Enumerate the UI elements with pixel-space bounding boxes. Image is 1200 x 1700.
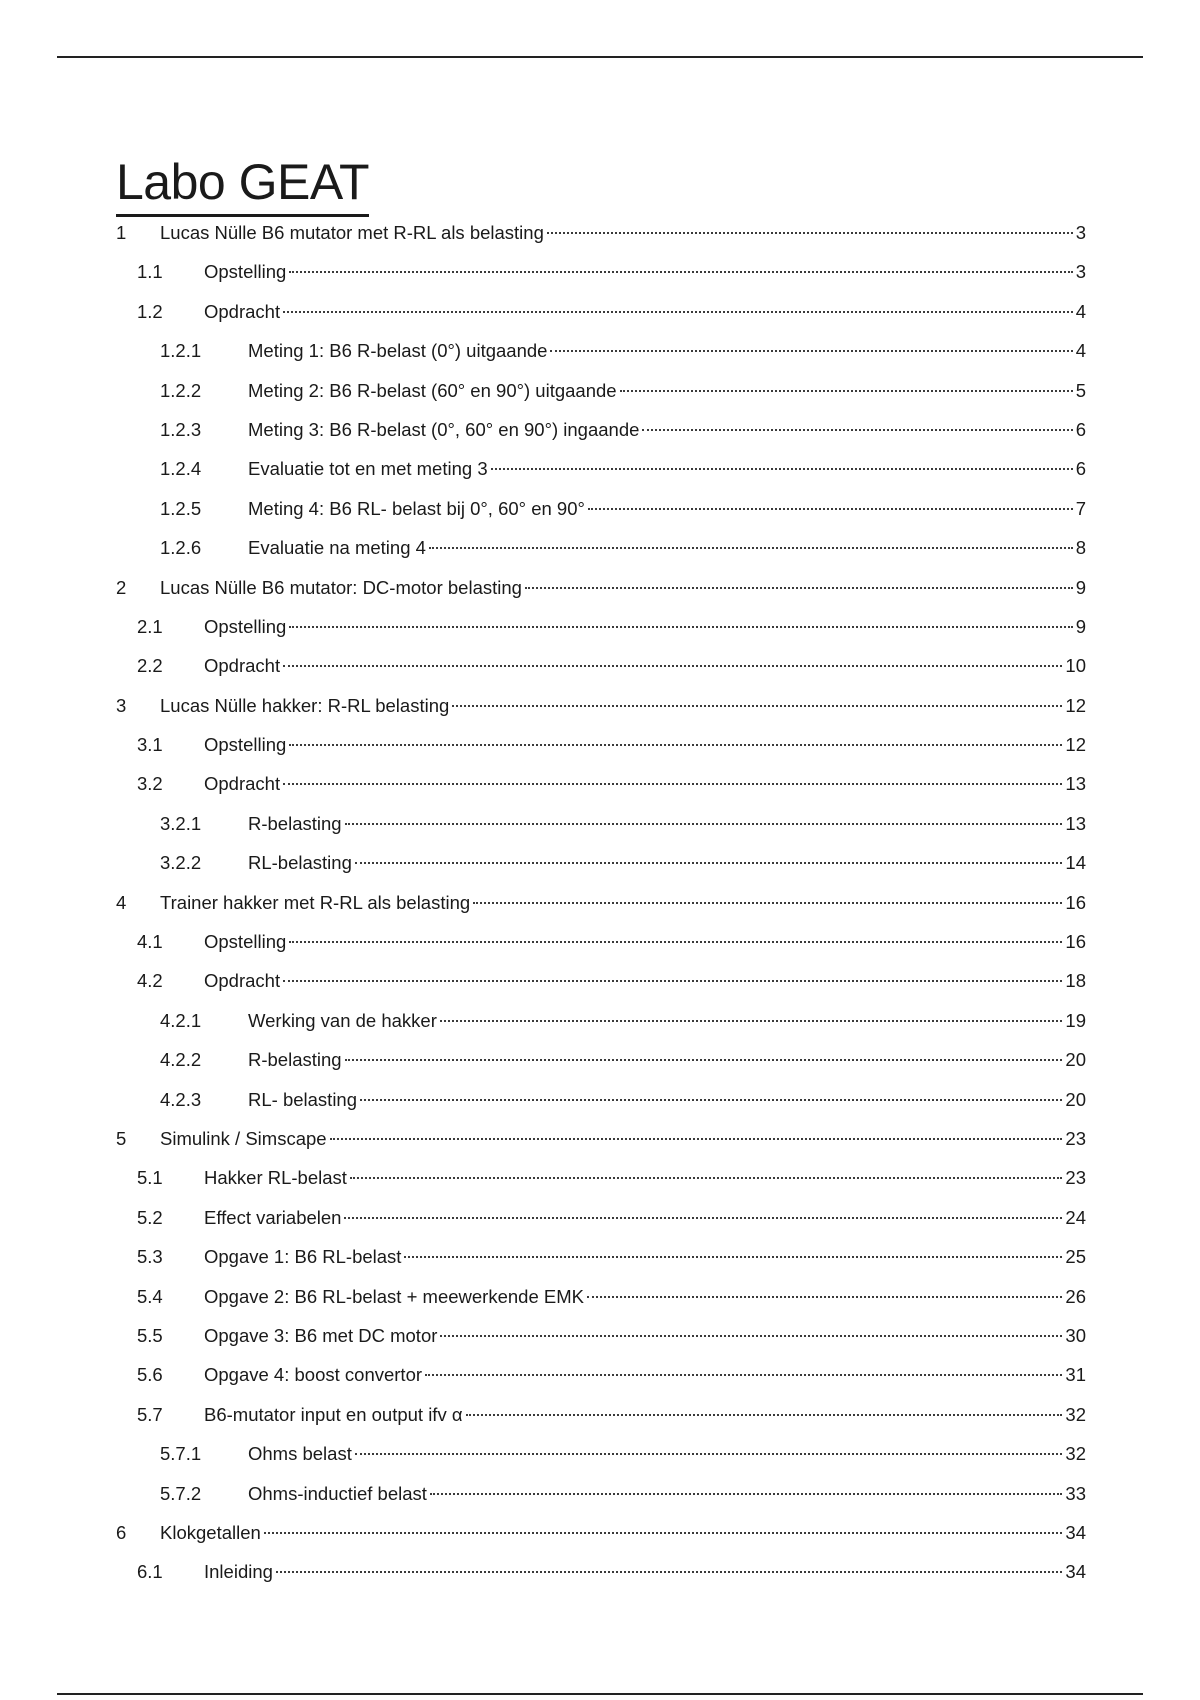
toc-dot-leader xyxy=(289,626,1072,628)
toc-entry-title: Lucas Nülle B6 mutator: DC-motor belasting xyxy=(160,576,522,598)
table-of-contents xyxy=(116,213,1086,1592)
toc-entry-title: Hakker RL-belast xyxy=(204,1167,347,1189)
toc-dot-leader xyxy=(440,1020,1063,1022)
header-rule xyxy=(57,56,1143,58)
toc-entry[interactable] xyxy=(116,1198,1086,1237)
toc-entry-number: 5.5 xyxy=(137,1324,163,1346)
toc-dot-leader xyxy=(344,1217,1062,1219)
toc-entry[interactable] xyxy=(116,1552,1086,1591)
toc-entry-number: 2.2 xyxy=(137,655,163,677)
toc-dot-leader xyxy=(473,902,1062,904)
toc-entry-page: 6 xyxy=(1075,418,1086,440)
toc-entry-title: Simulink / Simscape xyxy=(160,1127,327,1149)
toc-dot-leader xyxy=(283,783,1062,785)
toc-entry[interactable] xyxy=(116,922,1086,961)
toc-entry[interactable] xyxy=(116,449,1086,488)
toc-entry-title: Opstelling xyxy=(204,734,287,756)
toc-entry-number: 1.2.1 xyxy=(160,340,202,362)
toc-entry[interactable] xyxy=(116,371,1086,410)
toc-entry-page: 23 xyxy=(1065,1127,1086,1149)
toc-entry[interactable] xyxy=(116,1395,1086,1434)
toc-entry-title: Opgave 3: B6 met DC motor xyxy=(204,1324,438,1346)
toc-entry-page: 16 xyxy=(1065,891,1086,913)
toc-entry[interactable] xyxy=(116,961,1086,1000)
toc-dot-leader xyxy=(355,862,1063,864)
toc-entry-page: 13 xyxy=(1065,812,1086,834)
toc-entry-title: Werking van de hakker xyxy=(248,1009,437,1031)
toc-entry-number: 3 xyxy=(116,694,127,716)
toc-entry-number: 4.2.3 xyxy=(160,1088,202,1110)
toc-entry-page: 7 xyxy=(1075,497,1086,519)
toc-dot-leader xyxy=(452,705,1062,707)
toc-entry[interactable] xyxy=(116,804,1086,843)
toc-dot-leader xyxy=(264,1532,1063,1534)
document-title: Labo GEAT xyxy=(116,152,369,217)
toc-entry-page: 32 xyxy=(1065,1443,1086,1465)
toc-entry-number: 1.1 xyxy=(137,261,163,283)
toc-entry-title: RL-belasting xyxy=(248,852,352,874)
toc-entry-number: 4.2.2 xyxy=(160,1049,202,1071)
toc-entry[interactable] xyxy=(116,1277,1086,1316)
toc-entry-number: 5.7.1 xyxy=(160,1443,202,1465)
toc-entry[interactable] xyxy=(116,1355,1086,1394)
toc-entry-page: 20 xyxy=(1065,1049,1086,1071)
toc-entry-page: 14 xyxy=(1065,852,1086,874)
toc-entry-page: 12 xyxy=(1065,734,1086,756)
toc-entry-title: B6-mutator input en output ifv α xyxy=(204,1403,463,1425)
toc-entry-page: 19 xyxy=(1065,1009,1086,1031)
toc-entry-number: 5.2 xyxy=(137,1206,163,1228)
toc-dot-leader xyxy=(588,508,1073,510)
toc-entry-number: 5.7.2 xyxy=(160,1482,202,1504)
toc-entry-page: 25 xyxy=(1065,1246,1086,1268)
toc-entry-number: 2.1 xyxy=(137,615,163,637)
toc-entry-page: 24 xyxy=(1065,1206,1086,1228)
toc-entry-page: 8 xyxy=(1075,537,1086,559)
toc-dot-leader xyxy=(355,1453,1063,1455)
toc-entry-page: 20 xyxy=(1065,1088,1086,1110)
toc-entry[interactable] xyxy=(116,331,1086,370)
toc-entry[interactable] xyxy=(116,568,1086,607)
toc-entry-number: 3.1 xyxy=(137,734,163,756)
toc-entry-page: 18 xyxy=(1065,970,1086,992)
toc-entry-title: RL- belasting xyxy=(248,1088,358,1110)
toc-entry-title: Opdracht xyxy=(204,300,281,322)
toc-entry-page: 6 xyxy=(1075,458,1086,480)
toc-entry[interactable] xyxy=(116,1119,1086,1158)
toc-entry-title: Opdracht xyxy=(204,773,281,795)
toc-entry-number: 1.2.4 xyxy=(160,458,202,480)
toc-entry[interactable] xyxy=(116,1474,1086,1513)
toc-entry-title: Meting 2: B6 R-belast (60° en 90°) uitgaande xyxy=(248,379,617,401)
toc-dot-leader xyxy=(345,1059,1063,1061)
toc-entry[interactable] xyxy=(116,764,1086,803)
toc-entry-title: Meting 1: B6 R-belast (0°) uitgaande xyxy=(248,340,548,362)
toc-entry-number: 3.2.1 xyxy=(160,812,202,834)
toc-entry-number: 5.3 xyxy=(137,1246,163,1268)
toc-entry-number: 4.1 xyxy=(137,931,163,953)
toc-entry-title: Lucas Nülle hakker: R-RL belasting xyxy=(160,694,450,716)
toc-entry[interactable] xyxy=(116,686,1086,725)
toc-entry-title: Ohms belast xyxy=(248,1443,352,1465)
toc-dot-leader xyxy=(404,1256,1062,1258)
toc-dot-leader xyxy=(289,941,1062,943)
toc-entry[interactable] xyxy=(116,1513,1086,1552)
toc-dot-leader xyxy=(550,350,1072,352)
toc-entry-page: 5 xyxy=(1075,379,1086,401)
toc-entry-title: Opstelling xyxy=(204,931,287,953)
toc-entry[interactable] xyxy=(116,843,1086,882)
toc-dot-leader xyxy=(289,744,1062,746)
toc-entry-page: 23 xyxy=(1065,1167,1086,1189)
toc-entry-page: 13 xyxy=(1065,773,1086,795)
toc-entry-page: 16 xyxy=(1065,931,1086,953)
toc-entry-title: Inleiding xyxy=(204,1561,273,1583)
toc-dot-leader xyxy=(491,468,1073,470)
toc-dot-leader xyxy=(283,665,1062,667)
footer-rule xyxy=(57,1693,1143,1695)
toc-entry[interactable] xyxy=(116,883,1086,922)
toc-entry-number: 5.7 xyxy=(137,1403,163,1425)
toc-dot-leader xyxy=(642,429,1072,431)
toc-entry-number: 1.2.2 xyxy=(160,379,202,401)
toc-entry-page: 31 xyxy=(1065,1364,1086,1386)
toc-entry-page: 3 xyxy=(1075,222,1086,243)
toc-entry[interactable] xyxy=(116,646,1086,685)
toc-entry-page: 32 xyxy=(1065,1403,1086,1425)
toc-entry-page: 34 xyxy=(1065,1561,1086,1583)
toc-entry-title: R-belasting xyxy=(248,812,342,834)
toc-entry-title: Opgave 4: boost convertor xyxy=(204,1364,423,1386)
toc-entry-title: Meting 4: B6 RL- belast bij 0°, 60° en 90° xyxy=(248,497,585,519)
toc-entry-title: Meting 3: B6 R-belast (0°, 60° en 90°) ingaande xyxy=(248,418,640,440)
toc-entry-page: 10 xyxy=(1065,655,1086,677)
toc-dot-leader xyxy=(525,587,1073,589)
toc-entry-page: 3 xyxy=(1075,261,1086,283)
toc-dot-leader xyxy=(440,1335,1062,1337)
toc-entry[interactable] xyxy=(116,1080,1086,1119)
toc-entry-number: 6.1 xyxy=(137,1561,163,1583)
toc-entry-number: 4.2 xyxy=(137,970,163,992)
toc-entry[interactable] xyxy=(116,252,1086,291)
toc-entry-page: 9 xyxy=(1075,576,1086,598)
toc-dot-leader xyxy=(620,390,1073,392)
toc-entry-number: 5.1 xyxy=(137,1167,163,1189)
toc-entry-title: Trainer hakker met R-RL als belasting xyxy=(160,891,471,913)
toc-dot-leader xyxy=(425,1374,1062,1376)
toc-dot-leader xyxy=(289,271,1072,273)
toc-dot-leader xyxy=(330,1138,1063,1140)
toc-entry-title: Effect variabelen xyxy=(204,1206,342,1228)
toc-entry-number: 5.4 xyxy=(137,1285,163,1307)
toc-entry-number: 4 xyxy=(116,891,127,913)
toc-entry[interactable] xyxy=(116,1158,1086,1197)
toc-entry[interactable] xyxy=(116,292,1086,331)
toc-entry-title: Evaluatie na meting 4 xyxy=(248,537,426,559)
toc-entry-number: 1 xyxy=(116,222,127,243)
toc-entry[interactable] xyxy=(116,1001,1086,1040)
toc-dot-leader xyxy=(430,1493,1063,1495)
toc-entry[interactable] xyxy=(116,410,1086,449)
toc-entry-number: 3.2 xyxy=(137,773,163,795)
toc-entry[interactable] xyxy=(116,1434,1086,1473)
toc-entry-number: 4.2.1 xyxy=(160,1009,202,1031)
toc-entry-number: 2 xyxy=(116,576,127,598)
toc-entry[interactable] xyxy=(116,528,1086,567)
toc-entry-page: 33 xyxy=(1065,1482,1086,1504)
toc-dot-leader xyxy=(345,823,1063,825)
toc-entry-page: 34 xyxy=(1065,1521,1086,1543)
toc-dot-leader xyxy=(360,1099,1062,1101)
toc-entry-page: 9 xyxy=(1075,615,1086,637)
toc-entry-number: 1.2.3 xyxy=(160,418,202,440)
toc-entry-number: 5 xyxy=(116,1127,127,1149)
toc-entry[interactable] xyxy=(116,725,1086,764)
toc-entry-page: 26 xyxy=(1065,1285,1086,1307)
toc-entry[interactable] xyxy=(116,1040,1086,1079)
toc-entry-title: Opgave 2: B6 RL-belast + meewerkende EMK xyxy=(204,1285,584,1307)
toc-dot-leader xyxy=(587,1296,1062,1298)
toc-entry-title: Lucas Nülle B6 mutator met R-RL als belasting xyxy=(160,222,544,243)
toc-entry-title: Klokgetallen xyxy=(160,1521,261,1543)
toc-entry-title: Opdracht xyxy=(204,655,281,677)
toc-entry-page: 30 xyxy=(1065,1324,1086,1346)
toc-entry[interactable] xyxy=(116,607,1086,646)
toc-entry[interactable] xyxy=(116,1316,1086,1355)
toc-entry-number: 1.2.6 xyxy=(160,537,202,559)
toc-dot-leader xyxy=(466,1414,1063,1416)
toc-entry-title: Ohms-inductief belast xyxy=(248,1482,427,1504)
toc-entry-title: Evaluatie tot en met meting 3 xyxy=(248,458,488,480)
toc-entry[interactable] xyxy=(116,1237,1086,1276)
toc-entry-title: Opdracht xyxy=(204,970,281,992)
toc-dot-leader xyxy=(283,311,1073,313)
toc-entry-number: 5.6 xyxy=(137,1364,163,1386)
toc-entry-title: Opstelling xyxy=(204,615,287,637)
toc-entry-number: 1.2 xyxy=(137,300,163,322)
toc-dot-leader xyxy=(429,547,1073,549)
toc-entry-title: Opstelling xyxy=(204,261,287,283)
toc-entry-page: 12 xyxy=(1065,694,1086,716)
toc-dot-leader xyxy=(547,232,1073,234)
toc-dot-leader xyxy=(350,1177,1063,1179)
toc-entry-number: 3.2.2 xyxy=(160,852,202,874)
toc-dot-leader xyxy=(283,980,1062,982)
toc-entry[interactable] xyxy=(116,213,1086,252)
toc-entry-title: Opgave 1: B6 RL-belast xyxy=(204,1246,402,1268)
toc-entry-number: 6 xyxy=(116,1521,127,1543)
toc-entry-title: R-belasting xyxy=(248,1049,342,1071)
toc-entry[interactable] xyxy=(116,489,1086,528)
toc-dot-leader xyxy=(276,1571,1063,1573)
toc-entry-page: 4 xyxy=(1075,340,1086,362)
toc-entry-number: 1.2.5 xyxy=(160,497,202,519)
toc-entry-page: 4 xyxy=(1075,300,1086,322)
